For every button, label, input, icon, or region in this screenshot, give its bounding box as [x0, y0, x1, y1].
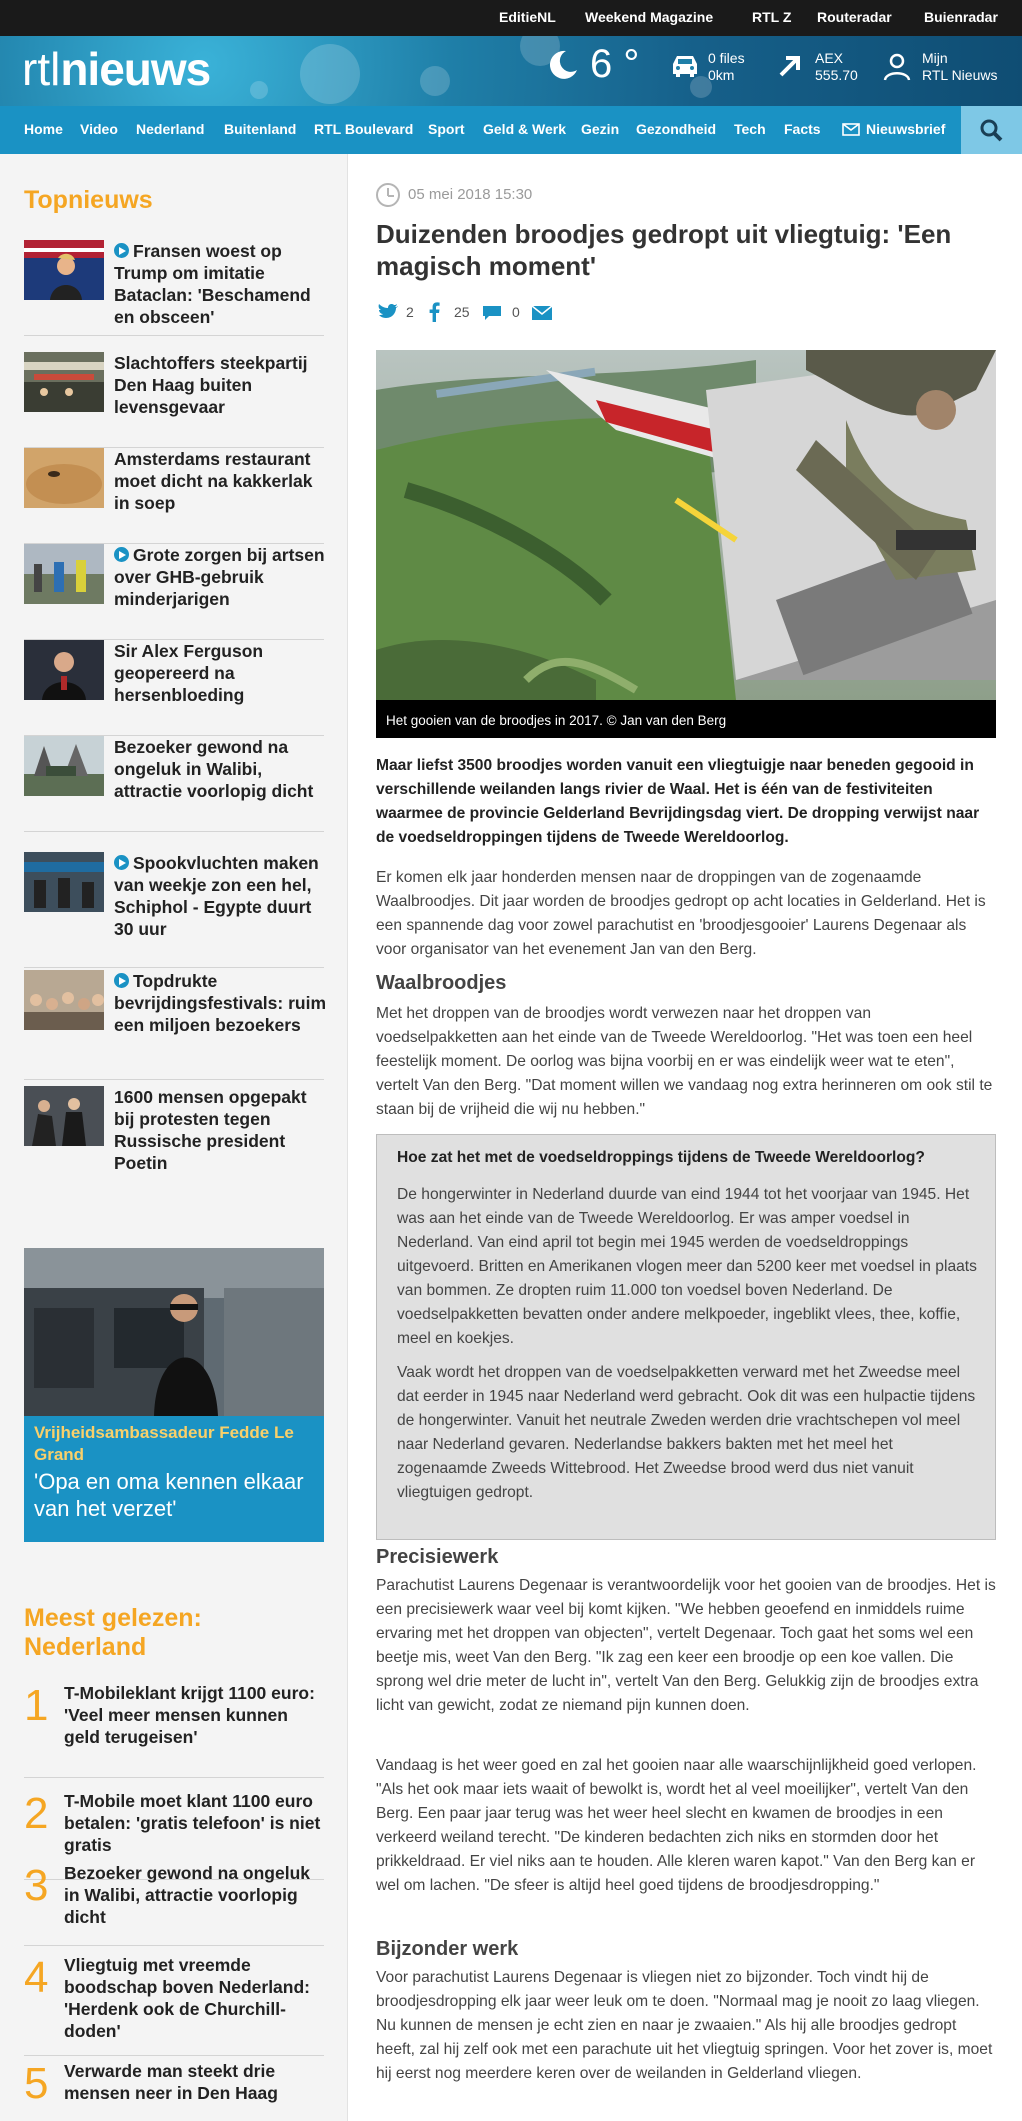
topnews-item[interactable] [24, 352, 324, 448]
thumbnail-image[interactable] [24, 544, 104, 604]
article-timestamp: 05 mei 2018 15:30 [408, 186, 533, 203]
rank-number: 5 [24, 2059, 49, 2108]
thumbnail-image[interactable] [24, 736, 104, 796]
comment-icon[interactable] [482, 305, 502, 321]
search-icon [979, 118, 1003, 142]
thumbnail-image[interactable] [24, 640, 104, 700]
moon-icon[interactable] [546, 48, 580, 82]
topnews-title[interactable]: Grote zorgen bij artsen over GHB-gebruik minderjarigen [114, 545, 325, 609]
article-paragraph: Parachutist Laurens Degenaar is verantwoordelijk voor het gooien van de broodjes. Het is een precisiewerk waar veel bij komt kijken. "We hebben geoefend en inmiddels ruime ervaring met het droppen van objecten", vertelt Degenaar. Toch gaat het soms wel een beetje mis, weet Van den Berg. "Ik zag een keer een broodje op een koe vallen. Die sprong wel drie meter de lucht in", vertelt Van den Berg. Gelukkig zijn de broodjes extra licht van gewicht, zodat ze niemand pijn kunnen doen. [376, 1577, 996, 1714]
comment-count: 0 [512, 304, 520, 320]
nav-item-buitenland[interactable]: Buitenland [224, 121, 297, 137]
nav-item-newsletter[interactable]: Nieuwsbrief [866, 121, 946, 137]
topnews-title[interactable]: 1600 mensen opgepakt bij protesten tegen Russische president Poetin [114, 1087, 307, 1173]
rank-number: 2 [24, 1789, 49, 1838]
nav-item-video[interactable]: Video [80, 121, 118, 137]
most-read-title[interactable]: Verwarde man steekt drie mensen neer in Den Haag [64, 2061, 278, 2103]
twitter-icon[interactable] [378, 304, 398, 320]
stock-arrow-icon[interactable] [776, 52, 804, 80]
promo-card[interactable] [24, 1248, 324, 1542]
rank-number: 3 [24, 1861, 49, 1910]
top-utility-bar [0, 0, 1022, 36]
topbar-link-weekend-magazine[interactable]: Weekend Magazine [585, 9, 714, 25]
most-read-heading: Meest gelezen: Nederland [24, 1604, 202, 1661]
rank-number: 4 [24, 1953, 49, 2002]
thumbnail-image[interactable] [24, 970, 104, 1030]
facebook-icon[interactable] [428, 302, 440, 322]
main-navigation [0, 106, 1022, 154]
image-caption: Het gooien van de broodjes in 2017. © Jan van den Berg [386, 713, 727, 728]
topbar-link-routeradar[interactable]: Routeradar [817, 9, 892, 25]
topnews-item[interactable] [24, 448, 324, 544]
info-box-paragraph: De hongerwinter in Nederland duurde van eind 1944 tot het voorjaar van 1945. Het was aan het einde van de Tweede Wereldoorlog. Er was amper voedsel in Nederland. Van eind april tot begin mei 1945 werden de voedseldroppings uitgevoerd. Britten en Amerikanen vlogen meer dan 5200 keer met voedsel in plaats van bommen. Ze dropten ruim 11.000 ton voedsel boven Nederland. De voedselpakketten bevatten onder andere melkpoeder, ingeblikt vlees, thee, koffie, meel en koekjes. [397, 1186, 977, 1347]
most-read-title[interactable]: T-Mobile moet klant 1100 euro betalen: 'gratis telefoon' is niet gratis [64, 1791, 321, 1855]
most-read-item[interactable] [24, 1954, 324, 2056]
topnews-title[interactable]: Topdrukte bevrijdingsfestivals: ruim een miljoen bezoekers [114, 971, 327, 1035]
topnews-item[interactable] [24, 736, 324, 832]
section-heading-waalbroodjes: Waalbroodjes [376, 972, 507, 994]
my-rtl-nieuws-link[interactable]: Mijn RTL Nieuws [922, 50, 998, 83]
topnews-title[interactable]: Bezoeker gewond na ongeluk in Walibi, attractie voorlopig dicht [114, 737, 314, 801]
topnews-title[interactable]: Fransen woest op Trump om imitatie Bataclan: 'Beschamend en obsceen' [114, 241, 311, 327]
clock-icon [376, 183, 400, 207]
twitter-share-count: 2 [406, 304, 414, 320]
promo-headline[interactable]: 'Opa en oma kennen elkaar van het verzet' [34, 1469, 304, 1521]
thumbnail-image[interactable] [24, 352, 104, 412]
article-paragraph: Voor parachutist Laurens Degenaar is vliegen niet zo bijzonder. Toch vindt hij de broodjesdropping elk jaar weer leuk om te doen. "Normaal mag je nooit zo laag vliegen. Nu kunnen de mensen je echt zien en naar je zwaaien." Als hij alle broodjes gedropt heeft, zal hij zelf ook met een parachute uit het vliegtuig springen. Voor het zover is, moet hij eerst nog meerdere keren over de weilanden in Gelderland vliegen. [376, 1969, 993, 2082]
nav-item-tech[interactable]: Tech [734, 121, 766, 137]
topnews-item[interactable] [24, 1086, 324, 1196]
info-box-paragraph: Vaak wordt het droppen van de voedselpakketten verward met het Zweedse meel dat eerder in 1945 naar Nederland werd gebracht. Ook dit was een hulpactie tijdens de hongerwinter. Vanuit het neutrale Zweden werden drie vrachtschepen vol meel naar Nederland gevaren. Nederlandse bakkers bakten met het meel het zogenaamde Zweeds Wittebrood. Het Zweedse brood werd dus niet vanuit vliegtuigen gedropt. [397, 1364, 976, 1501]
article-headline: Duizenden broodjes gedropt uit vliegtuig: 'Een magisch moment' [376, 219, 952, 281]
most-read-title[interactable]: Vliegtuig met vreemde boodschap boven Nederland: 'Herdenk ook de Churchill-doden' [64, 1955, 310, 2041]
topbar-link-rtlz[interactable]: RTL Z [752, 9, 792, 25]
rtlnieuws-logo[interactable]: rtlnieuws [22, 43, 211, 95]
article-hero-image[interactable] [376, 350, 996, 738]
temperature[interactable]: 6 ° [590, 42, 640, 86]
topnews-title[interactable]: Amsterdams restaurant moet dicht na kakkerlak in soep [114, 449, 313, 513]
topnews-item[interactable] [24, 240, 324, 336]
topbar-link-editienl[interactable]: EditieNL [499, 9, 556, 25]
thumbnail-image[interactable] [24, 240, 104, 300]
facebook-share-count: 25 [454, 304, 470, 320]
topnews-item[interactable] [24, 852, 324, 968]
topnews-title[interactable]: Sir Alex Ferguson geopereerd na hersenbloeding [114, 641, 264, 705]
nav-item-facts[interactable]: Facts [784, 121, 821, 137]
car-icon[interactable] [668, 52, 702, 80]
thumbnail-image[interactable] [24, 852, 104, 912]
most-read-item[interactable] [24, 2060, 324, 2116]
most-read-title[interactable]: T-Mobileklant krijgt 1100 euro: 'Veel meer mensen kunnen geld terugeisen' [64, 1683, 315, 1747]
rank-number: 1 [24, 1681, 49, 1730]
article-paragraph: Vandaag is het weer goed en zal het gooien naar alle waarschijnlijkheid goed verlopen. "Als het ook maar iets waait of bewolkt is, wordt het al veel moeilijker", vertelt Van den Berg. Een paar jaar terug was het weer heel slecht en kwamen de broodjes in een verkeerd weiland terecht. "De kinderen bedachten zich niks en stormden door het prikkeldraad. Er viel niks aan te houden. Alle kleren waren kapot." Van den Berg kan er wel om lachen. "De sfeer is altijd heel goed tijdens de broodjesdropping." [376, 1757, 977, 1894]
nav-item-sport[interactable]: Sport [428, 121, 465, 137]
topnews-item[interactable] [24, 544, 324, 640]
info-box [376, 1134, 996, 1540]
envelope-icon [842, 123, 860, 136]
topbar-link-buienradar[interactable]: Buienradar [924, 9, 998, 25]
search-button[interactable] [961, 106, 1022, 154]
video-play-icon [114, 243, 129, 258]
most-read-item[interactable] [24, 1862, 324, 1946]
section-heading-precisiewerk: Precisiewerk [376, 1546, 499, 1568]
nav-item-rtl-boulevard[interactable]: RTL Boulevard [314, 121, 414, 137]
article-lead: Maar liefst 3500 broodjes worden vanuit een vliegtuigje naar beneden gegooid in verschillende weilanden langs rivier de Waal. Het is één van de festiviteiten waarmee de provincie Gelderland Bevrijdingsdag viert. De dropping verwijst naar de voedseldroppingen tijdens de Tweede Wereldoorlog. [376, 757, 980, 846]
user-icon[interactable] [882, 52, 912, 82]
thumbnail-image[interactable] [24, 448, 104, 508]
promo-kicker[interactable]: Vrijheidsambassadeur Fedde Le Grand [34, 1423, 294, 1464]
aex-index[interactable]: AEX 555.70 [815, 50, 858, 83]
most-read-item[interactable] [24, 1682, 324, 1778]
video-play-icon [114, 855, 129, 870]
thumbnail-image[interactable] [24, 1086, 104, 1146]
info-box-question: Hoe zat het met de voedseldroppings tijdens de Tweede Wereldoorlog? [397, 1149, 925, 1166]
topnews-title[interactable]: Spookvluchten maken van weekje zon een hel, Schiphol - Egypte duurt 30 uur [114, 853, 319, 939]
nav-item-geld-werk[interactable]: Geld & Werk [483, 121, 566, 137]
most-read-title[interactable]: Bezoeker gewond na ongeluk in Walibi, attractie voorlopig dicht [64, 1863, 311, 1927]
nav-item-nederland[interactable]: Nederland [136, 121, 205, 137]
video-play-icon [114, 547, 129, 562]
section-heading-bijzonder-werk: Bijzonder werk [376, 1938, 519, 1960]
nav-item-gezin[interactable]: Gezin [581, 121, 620, 137]
article-paragraph: Met het droppen van de broodjes wordt verwezen naar het droppen van voedselpakketten aan het einde van de Tweede Wereldoorlog. "Het was toen een heel feestelijk moment. De oorlog was bijna voorbij en er was eindelijk weer wat te eten", vertelt Van den Berg. "Dat moment willen we vandaag nog extra herinneren om ook stil te staan bij de vrijheid die wij nu hebben." [376, 1005, 993, 1118]
topnews-title[interactable]: Slachtoffers steekpartij Den Haag buiten levensgevaar [114, 353, 308, 417]
site-header [0, 36, 1022, 106]
topnews-item[interactable] [24, 970, 327, 1080]
video-play-icon [114, 973, 129, 988]
nav-item-home[interactable]: Home [24, 121, 63, 137]
traffic-info[interactable]: 0 files 0km [708, 50, 745, 83]
mail-share-icon[interactable] [532, 306, 552, 320]
topnews-item[interactable] [24, 640, 324, 736]
nav-item-gezondheid[interactable]: Gezondheid [636, 121, 717, 137]
promo-image[interactable] [24, 1248, 324, 1416]
topnews-heading: Topnieuws [24, 186, 153, 214]
article-paragraph: Er komen elk jaar honderden mensen naar de droppingen van de zogenaamde Waalbroodjes. Dit jaar worden de broodjes gedropt op acht locaties in Gelderland. Het is een spannende dag voor zowel parachutist en 'broodjesgooier' Laurens Degenaar als voor organisator van het evenement Jan van den Berg. [376, 869, 986, 958]
